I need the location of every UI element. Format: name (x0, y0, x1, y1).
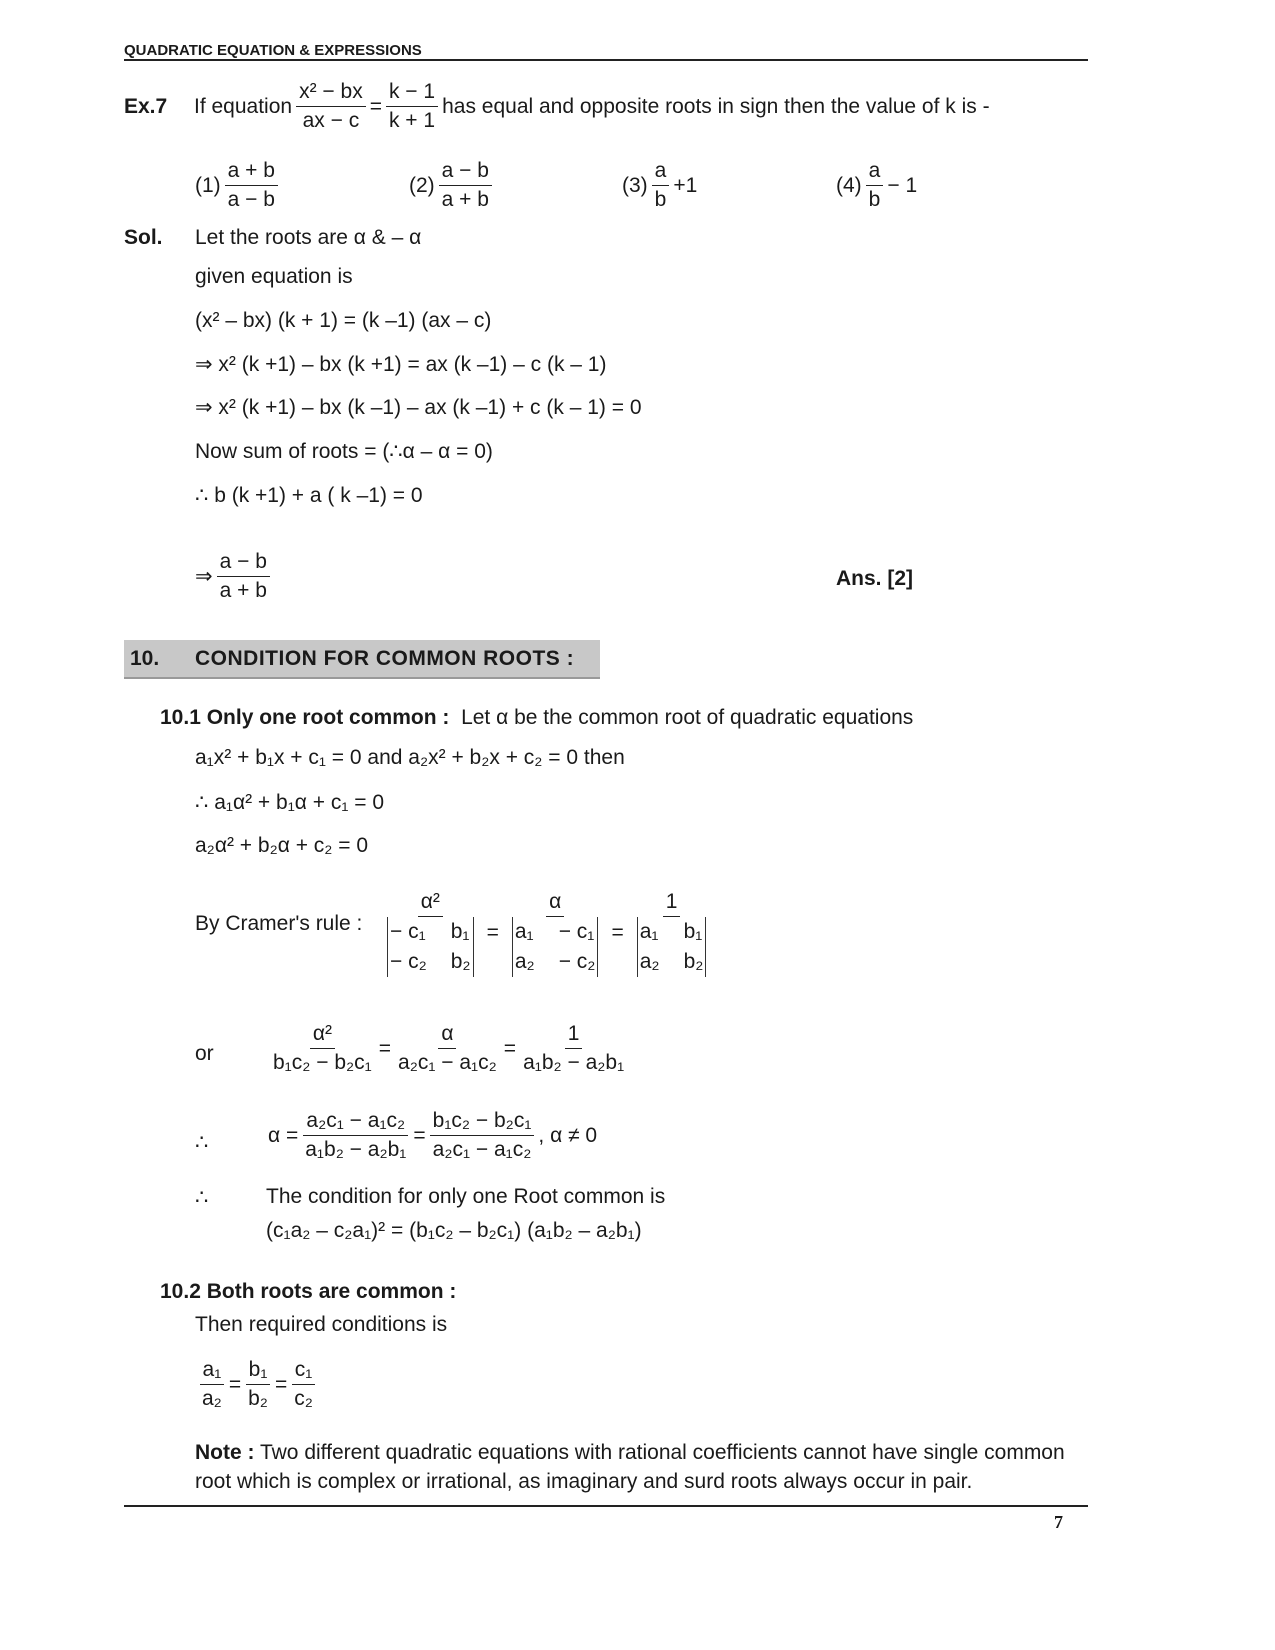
solution-line: given equation is (195, 265, 353, 288)
solution-line: Let the roots are α & – α (195, 226, 422, 249)
question-text: has equal and opposite roots in sign then the value of k is - (442, 94, 990, 118)
solution-line: ∴ b (k +1) + a ( k –1) = 0 (195, 484, 423, 507)
header-rule (124, 59, 1088, 61)
condition-text: The condition for only one Root common is (266, 1185, 666, 1208)
condition-equation: (c₁a₂ – c₂a₁)² = (b₁c₂ – b₂c₁) (a₁b₂ – a₂b₁) (266, 1219, 642, 1242)
option-2[interactable]: (2) $\frac{a - b}{a + b}$ (409, 157, 496, 214)
solution-line: Now sum of roots = (∴α – α = 0) (195, 440, 493, 463)
option-3[interactable]: (3) $\frac{a}{b}$ +1 (622, 159, 698, 211)
page-number: 7 (1054, 1512, 1063, 1532)
or-equation: $\frac{\text{α²}}{\text{b₁c₂ − b₂c₁}}$ = $\frac{\alpha}{\text{a₂c₁ − a₁c₂}}$ = $\frac{1}{\text{a₁b₂ − a₂b₁}}$ (273, 1022, 625, 1074)
note-continued: root which is complex or irrational, as imaginary and surd roots always occur in pair. (195, 1470, 973, 1493)
alpha-equation: α = $\frac{\text{a₂c₁ − a₁c₂}}{\text{a₁b₂ − a₂b₁}}$ = $\frac{\text{b₁c₂ − b₂c₁}}{\text{a₂c₁ − a₁c₂}}$ , α ≠ 0 (268, 1109, 598, 1161)
solution-line: ⇒ x² (k +1) – bx (k –1) – ax (k –1) + c (k – 1) = 0 (195, 396, 642, 419)
both-roots-condition: $\frac{\text{a₁}}{\text{a₂}}$ = $\frac{\text{b₁}}{\text{b₂}}$ = $\frac{\text{c₁}}{\text{c₂}}$ (195, 1356, 320, 1413)
equation-line: ∴ a₁α² + b₁α + c₁ = 0 (195, 791, 385, 814)
running-header: QUADRATIC EQUATION & EXPRESSIONS (124, 42, 422, 59)
fraction: $\frac{\text{x² − bx}}{ax - c}$ (296, 78, 366, 135)
solution-line: ⇒ x² (k +1) – bx (k +1) = ax (k –1) – c (k – 1) (195, 353, 607, 376)
therefore-symbol: ∴ (195, 1131, 209, 1154)
equations-line: a₁x² + b₁x + c₁ = 0 and a₂x² + b₂x + c₂ = 0 then (195, 746, 625, 769)
note: Note : Two different quadratic equations with rational coefficients cannot have single common (195, 1441, 1065, 1464)
subsection-10-1: 10.1 Only one root common : Let α be the common root of quadratic equations (160, 706, 914, 729)
example-label: Ex.7 (124, 94, 168, 118)
subsection-text: Then required conditions is (195, 1313, 448, 1336)
cramer-label: By Cramer's rule : (195, 912, 363, 935)
example-question (124, 78, 990, 135)
option-4[interactable]: (4) $\frac{a}{b}$ − 1 (836, 159, 918, 211)
equation-line: a₂α² + b₂α + c₂ = 0 (195, 834, 369, 857)
solution-label: Sol. (124, 226, 163, 249)
section-heading: 10. CONDITION FOR COMMON ROOTS : (124, 640, 600, 679)
answer: Ans. [2] (836, 567, 914, 590)
subsection-10-2: 10.2 Both roots are common : (160, 1280, 457, 1303)
cramer-equation: α² − c₁ b₁ − c₂ b₂ = α a₁ − c₁ a₂ − c₂ = 1 a₁ b₁ a₂ b₂ (380, 888, 713, 977)
footer-rule (124, 1505, 1088, 1507)
or-label: or (195, 1042, 214, 1065)
fraction: $\frac{k - 1}{k + 1}$ (386, 78, 438, 135)
option-1[interactable]: (1) $\frac{a + b}{a - b}$ (195, 157, 282, 214)
therefore-symbol: ∴ (195, 1186, 209, 1209)
question-intro: If equation (194, 94, 293, 118)
solution-line: (x² – bx) (k + 1) = (k –1) (ax – c) (195, 309, 492, 332)
equals: = (369, 94, 382, 118)
solution-final: ⇒ $\frac{a - b}{a + b}$ (195, 548, 274, 605)
